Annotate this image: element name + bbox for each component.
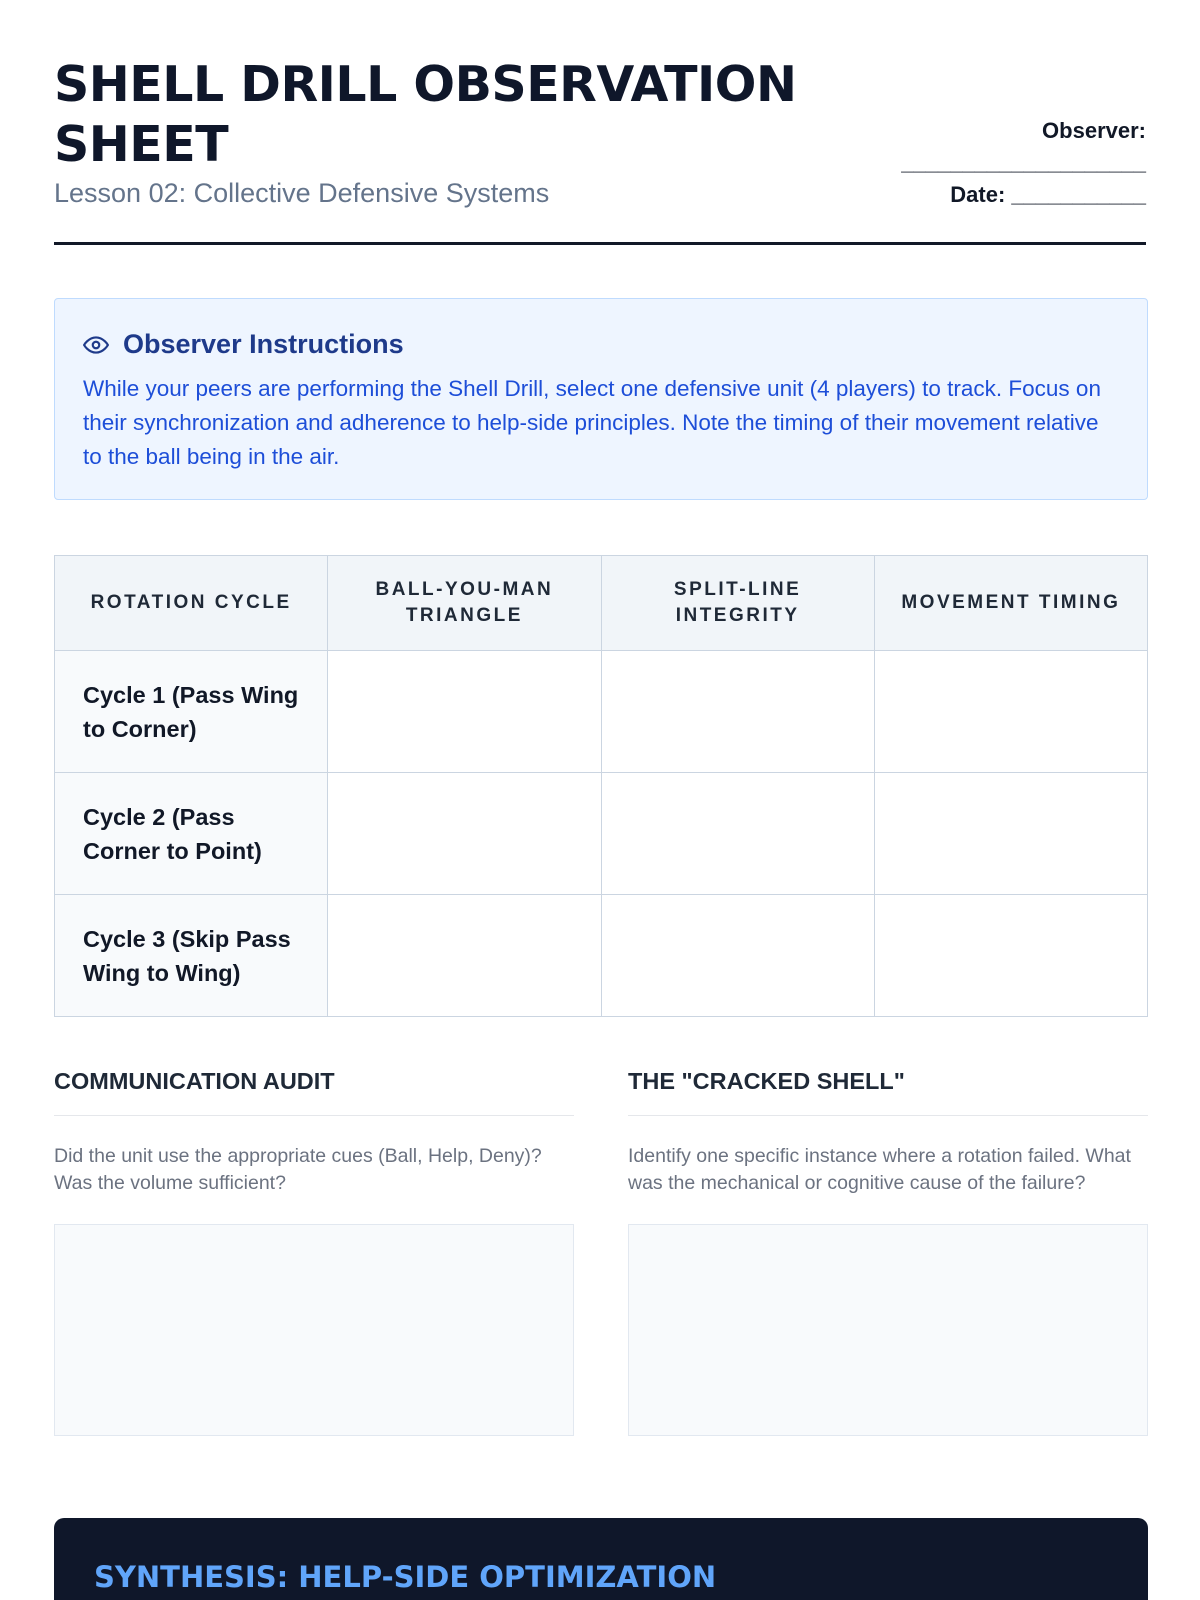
synthesis-panel xyxy=(54,1518,1148,1600)
split-line-cell[interactable] xyxy=(601,895,874,1017)
column-header-ball-you-man-triangle: BALL-YOU-MAN TRIANGLE xyxy=(328,556,601,651)
triangle-cell[interactable] xyxy=(328,773,601,895)
table-row xyxy=(55,773,1148,895)
cracked-shell-title: THE "CRACKED SHELL" xyxy=(628,1068,1148,1116)
row-label-cycle-1: Cycle 1 (Pass Wing to Corner) xyxy=(55,651,328,773)
date-field[interactable]: Date: ___________ xyxy=(950,182,1146,207)
cracked-shell-section xyxy=(628,1068,1148,1436)
table-row xyxy=(55,895,1148,1017)
instructions-heading xyxy=(83,329,1119,360)
page-title: SHELL DRILL OBSERVATION SHEET xyxy=(54,56,797,173)
communication-audit-answer-box[interactable] xyxy=(54,1224,574,1436)
timing-cell[interactable] xyxy=(874,651,1147,773)
eye-icon xyxy=(83,332,109,358)
table-header-row xyxy=(55,556,1148,651)
page-subtitle: Lesson 02: Collective Defensive Systems xyxy=(54,178,550,208)
cracked-shell-answer-box[interactable] xyxy=(628,1224,1148,1436)
timing-cell[interactable] xyxy=(874,895,1147,1017)
split-line-cell[interactable] xyxy=(601,773,874,895)
triangle-cell[interactable] xyxy=(328,895,601,1017)
instructions-title: Observer Instructions xyxy=(123,329,404,359)
observer-meta xyxy=(901,115,1146,211)
communication-audit-section xyxy=(54,1068,574,1436)
observer-field[interactable]: ____________________ xyxy=(901,150,1146,175)
communication-audit-prompt: Did the unit use the appropriate cues (Ball, Help, Deny)? Was the volume sufficient? xyxy=(54,1145,542,1194)
instructions-body: While your peers are performing the Shell Drill, select one defensive unit (4 players) to track. Focus on their synchronization and adherence to help-side principles. Note the timing of their movement relative to the ball being in the air. xyxy=(83,376,1101,469)
page-header xyxy=(54,0,1146,245)
table-row xyxy=(55,651,1148,773)
synthesis-title: SYNTHESIS: HELP-SIDE OPTIMIZATION xyxy=(94,1560,717,1594)
column-header-movement-timing: MOVEMENT TIMING xyxy=(874,556,1147,651)
row-label-cycle-3: Cycle 3 (Skip Pass Wing to Wing) xyxy=(55,895,328,1017)
observer-instructions xyxy=(54,298,1148,500)
cracked-shell-prompt: Identify one specific instance where a rotation failed. What was the mechanical or cognitive cause of the failure? xyxy=(628,1145,1131,1194)
column-header-rotation-cycle: ROTATION CYCLE xyxy=(55,556,328,651)
column-header-split-line-integrity: SPLIT-LINE INTEGRITY xyxy=(601,556,874,651)
split-line-cell[interactable] xyxy=(601,651,874,773)
observer-label: Observer: xyxy=(1042,118,1146,143)
communication-audit-title: COMMUNICATION AUDIT xyxy=(54,1068,574,1116)
rotation-table xyxy=(54,555,1148,1017)
triangle-cell[interactable] xyxy=(328,651,601,773)
row-label-cycle-2: Cycle 2 (Pass Corner to Point) xyxy=(55,773,328,895)
timing-cell[interactable] xyxy=(874,773,1147,895)
